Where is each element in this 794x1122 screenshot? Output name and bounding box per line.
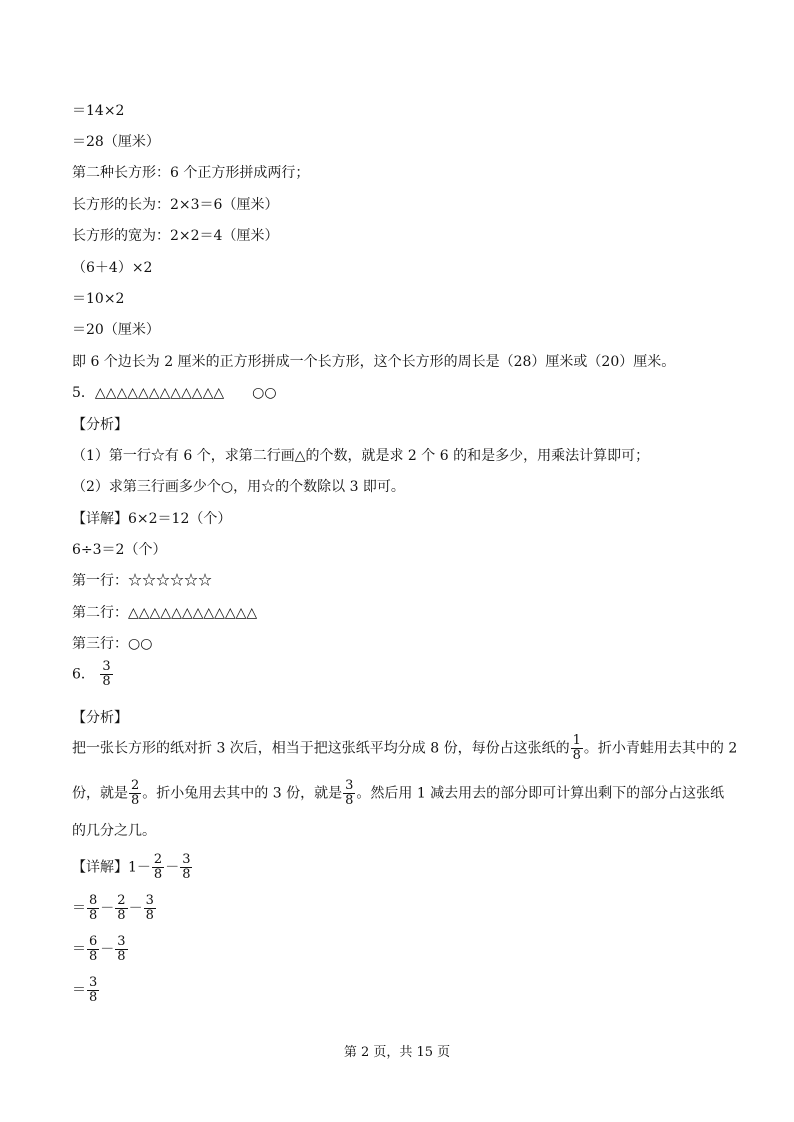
fraction <box>129 779 141 808</box>
denominator: 8 <box>89 990 98 1005</box>
minus-sign: － <box>100 941 115 958</box>
page-footer: 第 2 页，共 15 页 <box>343 1045 451 1060</box>
fraction <box>87 935 99 964</box>
paragraph-text: 把一张长方形的纸对折 3 次后，相当于把这张纸平均分成 8 份，每份占这张纸的 <box>72 740 570 757</box>
analysis-paragraph-line: 的几分之几。 <box>72 823 156 839</box>
fraction <box>144 894 156 923</box>
numerator: 8 <box>89 893 98 908</box>
numerator: 3 <box>182 852 191 867</box>
numerator: 2 <box>131 778 140 793</box>
denominator: 8 <box>117 908 126 923</box>
denominator: 8 <box>345 793 354 808</box>
analysis-line: （2）求第三行画多少个○，用☆的个数除以 3 即可。 <box>72 479 405 495</box>
fraction <box>180 853 192 882</box>
equals-sign: ＝ <box>72 941 86 958</box>
numerator: 6 <box>89 934 98 949</box>
analysis-label: 【分析】 <box>72 417 128 433</box>
equals-sign: ＝ <box>72 982 86 999</box>
calc-line: ＝10×2 <box>72 291 125 307</box>
detail-label: 【详解】1－ <box>72 859 151 876</box>
fraction <box>343 779 355 808</box>
numerator: 3 <box>117 934 126 949</box>
analysis-label: 【分析】 <box>72 710 128 726</box>
numerator: 2 <box>117 893 126 908</box>
detail-line: 【详解】6×2＝12（个） <box>72 511 232 527</box>
numerator: 3 <box>345 778 354 793</box>
fraction <box>87 894 99 923</box>
row-line: 第一行：☆☆☆☆☆☆ <box>72 573 212 589</box>
text-line: 长方形的宽为：2×2＝4（厘米） <box>72 228 279 244</box>
fraction <box>152 853 164 882</box>
equals-sign: ＝ <box>72 900 86 917</box>
numerator: 3 <box>102 659 111 674</box>
fraction <box>87 976 99 1005</box>
minus-sign: － <box>128 900 143 917</box>
denominator: 8 <box>145 908 154 923</box>
fraction <box>115 935 127 964</box>
analysis-line: （1）第一行☆有 6 个，求第二行画△的个数，就是求 2 个 6 的和是多少，用乘法计算即可； <box>72 448 650 464</box>
question-6-answer <box>72 660 114 689</box>
calc-expression <box>72 894 157 923</box>
question-5-answer: 5．△△△△△△△△△△△△ ○○ <box>72 385 277 401</box>
fraction <box>115 894 127 923</box>
minus-sign: － <box>100 900 115 917</box>
numerator: 2 <box>153 852 163 867</box>
numerator: 3 <box>89 975 98 990</box>
calc-line: ＝28（厘米） <box>72 134 160 150</box>
analysis-paragraph-line <box>72 779 724 808</box>
calc-line: 6÷3＝2（个） <box>72 542 167 558</box>
calc-expression <box>72 976 100 1005</box>
denominator: 8 <box>153 867 163 882</box>
row-line: 第二行：△△△△△△△△△△△△ <box>72 605 258 621</box>
fraction <box>571 734 583 763</box>
text-line: 第二种长方形：6 个正方形拼成两行； <box>72 165 310 181</box>
denominator: 8 <box>117 949 126 964</box>
text-line: 长方形的长为：2×3＝6（厘米） <box>72 197 279 213</box>
fraction <box>100 660 112 689</box>
denominator: 8 <box>89 908 98 923</box>
paragraph-text: 。然后用 1 减去用去的部分即可计算出剩下的部分占这张纸 <box>356 785 725 802</box>
row-line: 第三行：○○ <box>72 636 153 652</box>
denominator: 8 <box>572 748 581 763</box>
numerator: 3 <box>145 893 154 908</box>
denominator: 8 <box>89 949 98 964</box>
calc-expression <box>72 935 129 964</box>
paragraph-text: 。折小青蛙用去其中的 2 <box>583 740 738 757</box>
paragraph-text: 。折小兔用去其中的 3 份，就是 <box>142 785 343 802</box>
denominator: 8 <box>182 867 191 882</box>
denominator: 8 <box>102 674 111 689</box>
calc-line: ＝20（厘米） <box>72 322 160 338</box>
numerator: 1 <box>572 733 581 748</box>
conclusion-line: 即 6 个边长为 2 厘米的正方形拼成一个长方形，这个长方形的周长是（28）厘米或（20）厘米。 <box>72 354 676 370</box>
denominator: 8 <box>131 793 140 808</box>
minus-sign: － <box>165 859 180 876</box>
detail-expression <box>72 853 193 882</box>
question-number: 6． <box>72 666 95 683</box>
paragraph-text: 份，就是 <box>72 785 128 802</box>
analysis-paragraph-line <box>72 734 737 763</box>
calc-line: （6＋4）×2 <box>72 260 153 276</box>
calc-line: ＝14×2 <box>72 103 125 119</box>
